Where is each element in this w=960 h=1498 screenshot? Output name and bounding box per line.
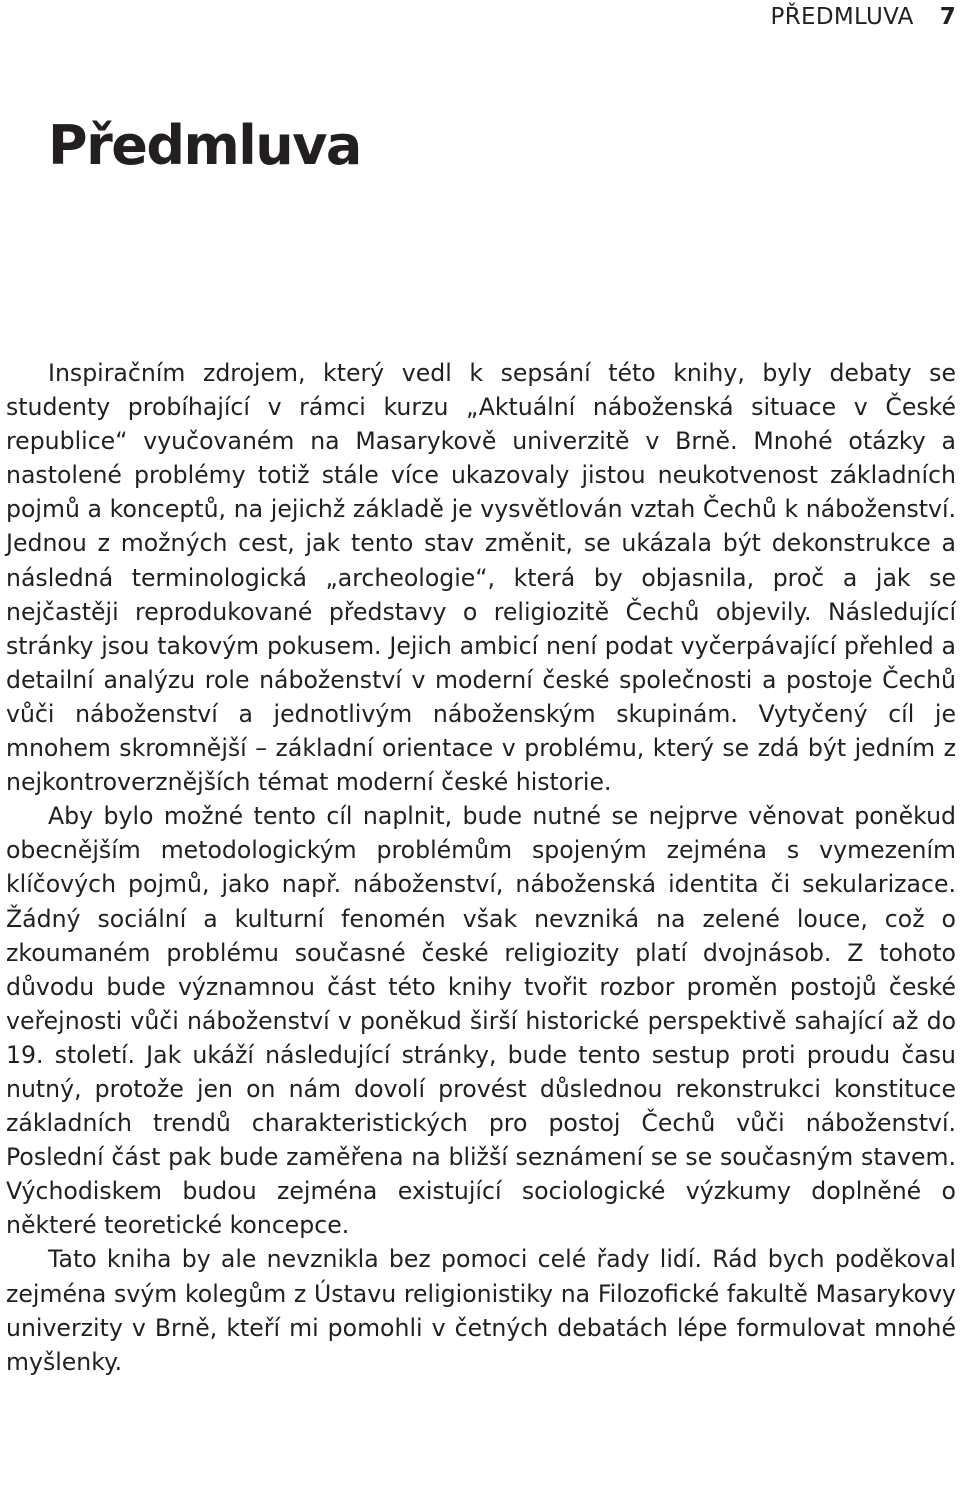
running-title: PŘEDMLUVA [770, 4, 914, 30]
paragraph-2: Aby bylo možné tento cíl naplnit, bude nutné se nejprve věnovat poněkud obecnějším metodologickým problémům spojeným zejména s vymezením klíčových pojmů, jako např. náboženství, náboženská identita či sekularizace. Žádný sociální a kulturní fenomén však nevzniká na zelené louce, což o zkoumaném problému současné české religiozity platí dvojnásob. Z tohoto důvodu bude významnou část této knihy tvořit rozbor proměn postojů české veřejnosti vůči náboženství v poněkud širší historické perspektivě sahající až do 19. století. Jak ukáží následující stránky, bude tento sestup proti proudu času nutný, protože jen on nám dovolí provést důslednou rekonstrukci konstituce základních trendů charakteristických pro postoj Čechů vůči náboženství. Poslední část pak bude zaměřena na bližší seznámení se se současným stavem. Východiskem budou zejména existující sociologické výzkumy doplněné o některé teoretické koncepce. [6, 802, 956, 1240]
body-text [6, 356, 956, 1379]
page-number: 7 [939, 4, 956, 30]
chapter-title: Předmluva [48, 114, 361, 177]
paragraph-3: Tato kniha by ale nevznikla bez pomoci celé řady lidí. Rád bych poděkoval zejména svým kolegům z Ústavu religionistiky na Filozofické fakultě Masarykovy univerzity v Brně, kteří mi pomohli v četných debatách lépe formulovat mnohé myšlenky. [6, 1245, 956, 1376]
paragraph-1: Inspiračním zdrojem, který vedl k sepsání této knihy, byly debaty se studenty probíhající v rámci kurzu „Aktuální náboženská situace v České republice“ vyučovaném na Masarykově univerzitě v Brně. Mnohé otázky a nastolené problémy totiž stále více ukazovaly jistou neukotvenost základních pojmů a konceptů, na jejichž základě je vysvětlován vztah Čechů k náboženství. Jednou z možných cest, jak tento stav změnit, se ukázala být dekonstrukce a následná terminologická „archeologie“, která by objasnila, proč a jak se nejčastěji reprodukované představy o religiozitě Čechů objevily. Následující stránky jsou takovým pokusem. Jejich ambicí není podat vyčerpávající přehled a detailní analýzu role náboženství v moderní české společnosti a postoje Čechů vůči náboženství a jednotlivým náboženským skupinám. Vytyčený cíl je mnohem skromnější – základní orientace v problému, který se zdá být jedním z nejkontroverznějších témat moderní české historie. [6, 359, 956, 797]
running-header [771, 4, 956, 30]
